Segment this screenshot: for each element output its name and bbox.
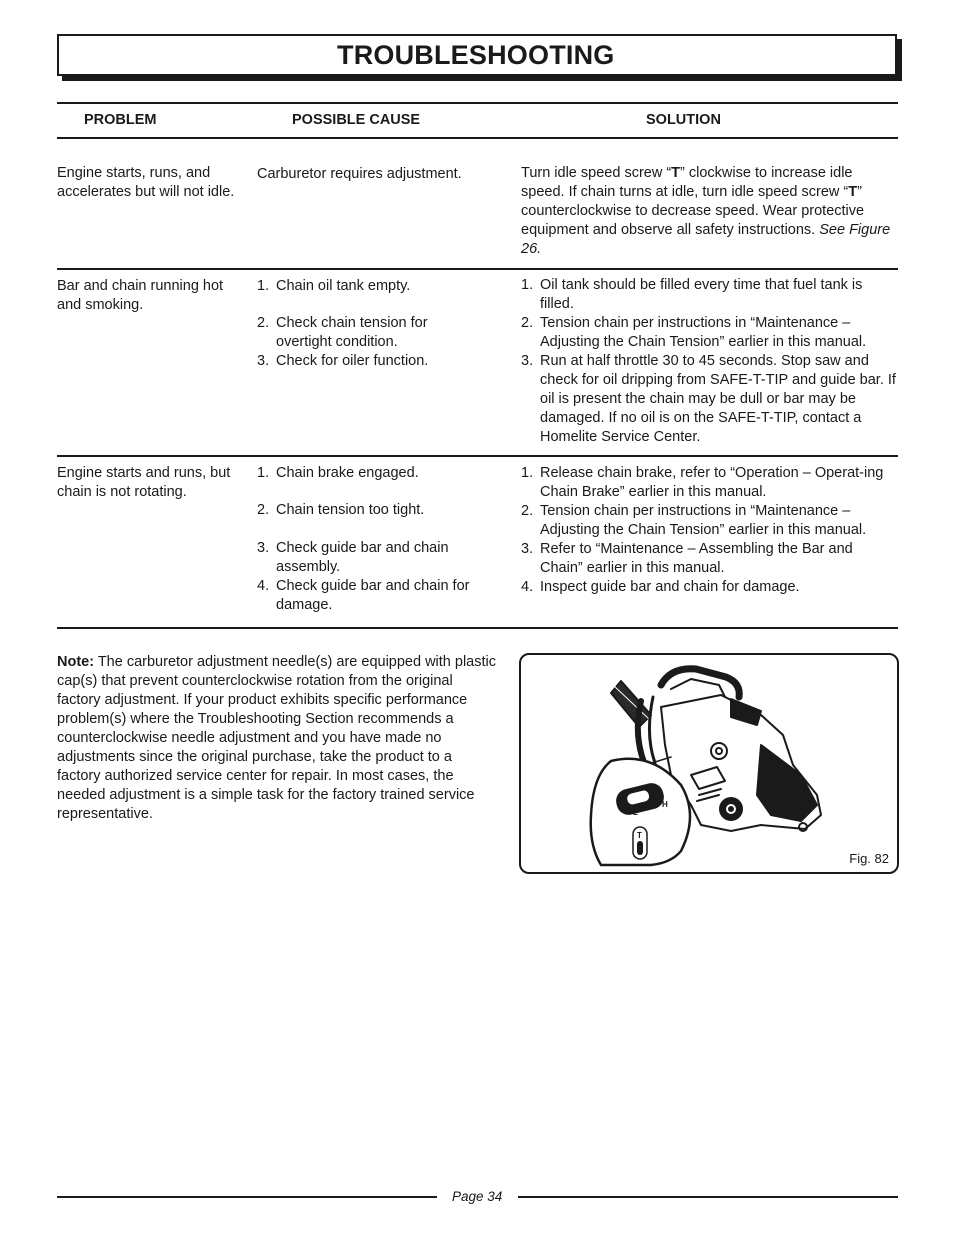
row3-solution-num: 1. — [521, 465, 534, 481]
row3-cause-item — [257, 539, 497, 577]
row3-cause-text: Check guide bar and chain for damage. — [276, 578, 470, 613]
row2-solution-num: 2. — [521, 315, 534, 331]
header-possible-cause: POSSIBLE CAUSE — [292, 112, 421, 128]
row3-solution-item — [521, 464, 899, 502]
row2-solution-num: 3. — [521, 353, 534, 369]
row1-solution-text-3: ” counterclockwise to decrease speed. Wear protective equipment and observe all safety instructions. — [521, 184, 865, 238]
note-text: The carburetor adjustment needle(s) are equipped with plastic cap(s) that prevent counterclockwise rotation from the original factory adjustment. If your product exhibits specific performance problem(s) where the Troubleshooting Section recommends a counterclockwise needle adjustment and you have made no adjustments since the original purchase, take the product to a factory authorized service center for repair. In most cases, the needed adjustment is a simple task for the factory trained service representative. — [57, 654, 496, 822]
row2-solution-list — [521, 276, 899, 447]
row2-cause-item — [257, 277, 487, 296]
row3-problem: Engine starts and runs, but chain is not rotating. — [57, 465, 231, 500]
row3-solution-num: 4. — [521, 579, 534, 595]
row2-solution-num: 1. — [521, 277, 534, 293]
row2-cause-item — [257, 314, 487, 352]
row1-solution-text-1: Turn idle speed screw “ — [521, 165, 672, 181]
row3-solution-item — [521, 502, 899, 540]
row1-cause: Carburetor requires adjustment. — [257, 166, 462, 182]
label-h: H — [662, 800, 668, 809]
row3-solution-list — [521, 464, 899, 597]
page-title-box — [57, 34, 897, 76]
row2-cause-text: Check for oiler function. — [276, 353, 429, 369]
row2-cause-list — [257, 277, 487, 371]
row3-solution-item — [521, 540, 899, 578]
chainsaw-carburetor-illustration — [521, 655, 897, 872]
top-handle-shape — [661, 669, 739, 697]
row3-solution-item — [521, 578, 899, 597]
row2-cause-text: Chain oil tank empty. — [276, 278, 411, 294]
row3-solution-num: 2. — [521, 503, 534, 519]
guide-bar-shape — [611, 681, 651, 727]
row3-cause-item — [257, 464, 497, 483]
row3-cause-item — [257, 501, 497, 520]
row1-solution — [521, 164, 899, 259]
header-problem: PROBLEM — [84, 112, 157, 128]
row2-solution-text: Tension chain per instructions in “Maintenance – Adjusting the Chain Tension” earlier in this manual. — [540, 315, 867, 350]
row3-cause-item — [257, 577, 497, 615]
row-divider-2 — [57, 455, 898, 457]
table-top-rule — [57, 102, 898, 104]
row2-cause-num: 1. — [257, 278, 270, 294]
row2-cause-item — [257, 352, 487, 371]
row1-solution-bold-1: T — [671, 165, 681, 181]
row3-solution-num: 3. — [521, 541, 534, 557]
row2-cause-text: Check chain tension for overtight condition. — [276, 315, 428, 350]
figure-caption: Fig. 82 — [849, 851, 889, 866]
row3-cause-text: Chain brake engaged. — [276, 465, 419, 481]
row2-solutions — [521, 276, 899, 447]
row3-solution-text: Inspect guide bar and chain for damage. — [540, 579, 800, 595]
footer-rule-left — [57, 1196, 437, 1198]
row3-cause-text: Chain tension too tight. — [276, 502, 425, 518]
figure-82-box — [519, 653, 899, 874]
row1-solution-bold-2: T — [848, 184, 858, 200]
row2-cause-num: 2. — [257, 315, 270, 331]
row2-causes — [257, 277, 487, 371]
footer-rule-right — [518, 1196, 898, 1198]
row3-solution-text: Release chain brake, refer to “Operation – Operat-ing Chain Brake” earlier in this manual. — [540, 465, 884, 500]
row3-cause-text: Check guide bar and chain assembly. — [276, 540, 449, 575]
page-number: Page 34 — [452, 1189, 503, 1204]
row1-problem: Engine starts, runs, and accelerates but will not idle. — [57, 165, 235, 200]
label-l: L — [633, 808, 638, 817]
row2-cause-num: 3. — [257, 353, 270, 369]
row3-cause-list — [257, 464, 497, 615]
row2-problem: Bar and chain running hot and smoking. — [57, 278, 224, 313]
row2-solution-item — [521, 314, 899, 352]
row1-solution-text-2: ” clockwise to increase idle speed. If chain turns at idle, turn idle speed screw “ — [521, 165, 853, 200]
row3-cause-num: 4. — [257, 578, 270, 594]
row2-solution-item — [521, 276, 899, 314]
row3-solution-text: Refer to “Maintenance – Assembling the Bar and Chain” earlier in this manual. — [540, 541, 853, 576]
row3-solutions — [521, 464, 899, 597]
header-solution: SOLUTION — [646, 112, 721, 128]
note-paragraph — [57, 653, 497, 824]
row1-solution-see-figure: See Figure 26. — [521, 222, 891, 257]
row3-cause-num: 1. — [257, 465, 270, 481]
table-bottom-rule — [57, 627, 898, 629]
row3-solution-text: Tension chain per instructions in “Maintenance – Adjusting the Chain Tension” earlier in this manual. — [540, 503, 867, 538]
label-t: T — [637, 831, 642, 840]
row3-cause-num: 3. — [257, 540, 270, 556]
row-divider-1 — [57, 268, 898, 270]
row2-solution-text: Oil tank should be filled every time that fuel tank is filled. — [540, 277, 863, 312]
row3-causes — [257, 464, 497, 615]
header-bottom-rule — [57, 137, 898, 139]
page-title: TROUBLESHOOTING — [337, 40, 615, 70]
row3-cause-num: 2. — [257, 502, 270, 518]
note-label: Note: — [57, 654, 95, 670]
row2-solution-text: Run at half throttle 30 to 45 seconds. Stop saw and check for oil dripping from SAFE-T-TIP and guide bar. If oil is present the chain may be dull or bar may be damaged. If no oil is on the SAFE-T-TIP, contact a Homelite Service Center. — [540, 353, 896, 445]
row2-solution-item — [521, 352, 899, 447]
